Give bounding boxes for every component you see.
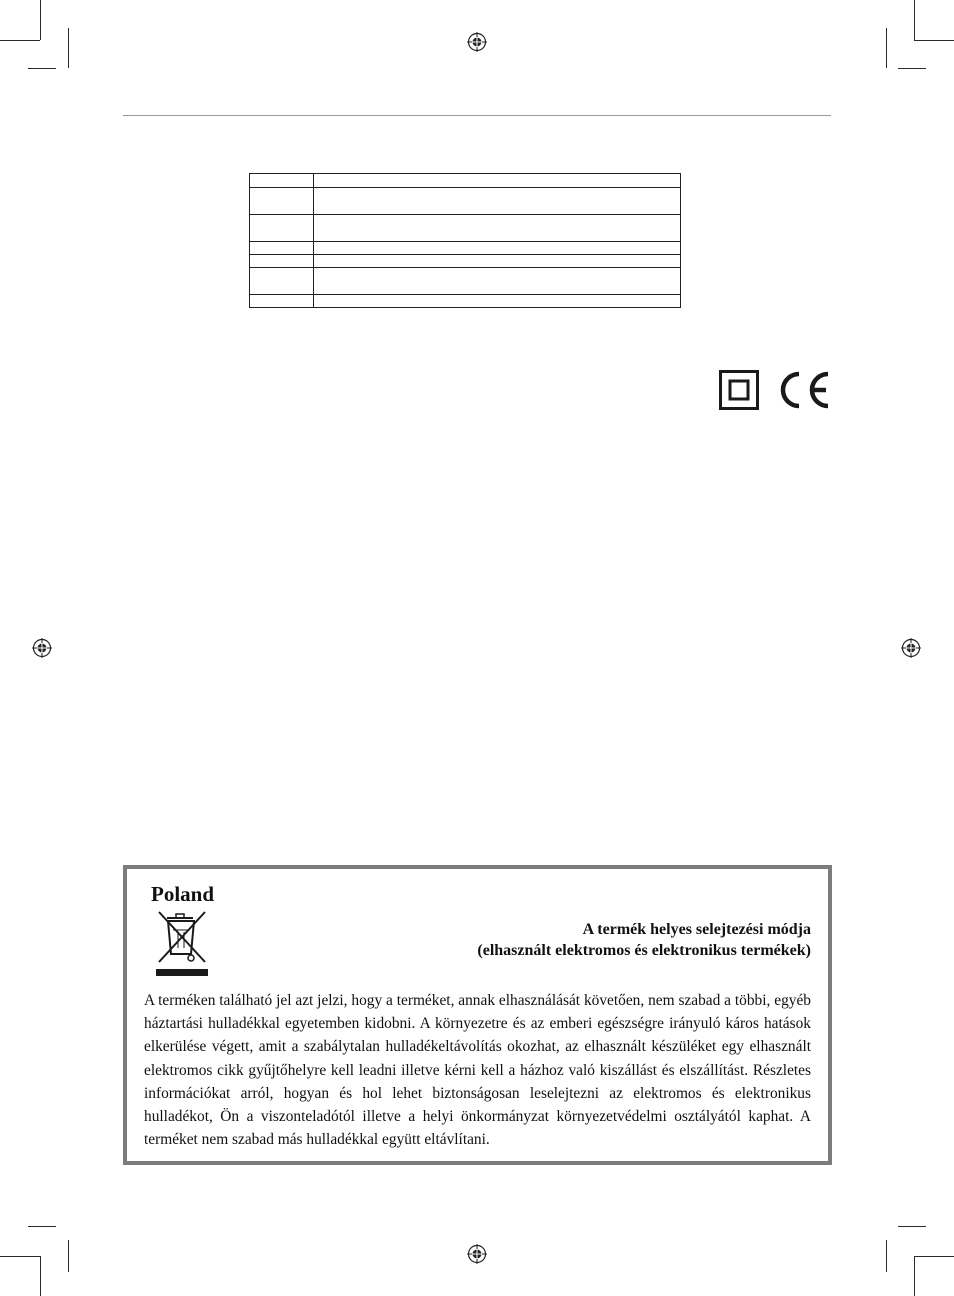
crop-mark xyxy=(914,1256,915,1296)
crop-mark xyxy=(898,1226,926,1227)
table-row xyxy=(250,188,681,215)
table-row xyxy=(250,255,681,268)
double-insulation-icon xyxy=(719,370,759,410)
registration-mark-icon xyxy=(901,638,921,658)
notice-title-line: A termék helyes selejtezési módja xyxy=(582,921,811,938)
crop-mark xyxy=(68,1240,69,1272)
notice-title-line: (elhasznált elektromos és elektronikus termékek) xyxy=(477,942,811,959)
notice-title xyxy=(477,919,811,961)
table-row xyxy=(250,268,681,295)
spec-table xyxy=(249,173,681,308)
crop-mark xyxy=(914,1256,954,1257)
table-cell xyxy=(250,295,314,308)
table-cell xyxy=(250,215,314,242)
registration-mark-icon xyxy=(467,32,487,52)
crop-mark xyxy=(40,1256,41,1296)
table-cell xyxy=(250,174,314,188)
registration-mark-icon xyxy=(32,638,52,658)
crop-mark xyxy=(68,28,69,68)
crop-mark xyxy=(40,0,41,40)
crop-mark xyxy=(28,1226,56,1227)
table-cell xyxy=(250,242,314,255)
table-row xyxy=(250,174,681,188)
table-cell xyxy=(250,188,314,215)
header-rule xyxy=(123,115,831,116)
table-cell xyxy=(250,255,314,268)
table-cell xyxy=(314,188,681,215)
crop-mark xyxy=(28,68,56,69)
crop-mark xyxy=(914,40,954,41)
crop-mark xyxy=(886,28,887,68)
notice-country: Poland xyxy=(151,882,215,906)
table-row xyxy=(250,242,681,255)
notice-body: A terméken található jel azt jelzi, hogy a terméket, annak elhasználását követően, nem szabad a többi, egyéb háztartási hulladékkal egyetemben kidobni. A környezetre és az emberi egészségre irányuló káros hatások elkerülése végett, amit a szabálytalan hulladékeltávolítás okozhat, az elhasznált készüléket egy elhasznált elektromos cikk gyűjtőhelyre kell leadni illetve kérni kell a házhoz való kiszállást és elszállítást. Részletes információkat arról, hogyan és hol lehet biztonságosan leselejtezni az elektromos és elektronikus hulladékot, Ön a viszonteladótól illetve a helyi önkormányzat környezetvédelmi osztályától kaphat. A terméket nem szabad más hulladékkal együtt eltávlítani. xyxy=(144,992,811,1149)
table-cell xyxy=(314,295,681,308)
crop-mark xyxy=(898,68,926,69)
table-row xyxy=(250,295,681,308)
crossed-out-wheelie-bin-icon xyxy=(153,906,211,978)
crop-mark xyxy=(914,0,915,40)
crop-mark xyxy=(886,1240,887,1272)
weee-notice-box xyxy=(123,865,832,1165)
table-cell xyxy=(314,255,681,268)
table-cell xyxy=(314,268,681,295)
table-cell xyxy=(314,215,681,242)
ce-mark-icon xyxy=(776,370,832,410)
table-cell xyxy=(250,268,314,295)
table-row xyxy=(250,215,681,242)
crop-mark xyxy=(0,1256,40,1257)
registration-mark-icon xyxy=(467,1244,487,1264)
table-cell xyxy=(314,174,681,188)
crop-mark xyxy=(0,40,40,41)
table-cell xyxy=(314,242,681,255)
